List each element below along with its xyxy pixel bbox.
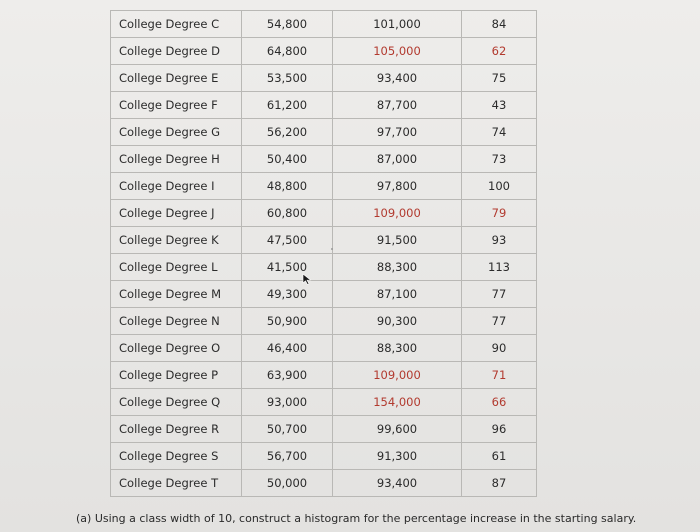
mid-career-salary-cell: 91,500 (333, 227, 462, 254)
degree-cell: College Degree T (111, 470, 242, 497)
starting-salary-cell: 50,400 (242, 146, 333, 173)
mid-career-salary-cell: 109,000 (333, 200, 462, 227)
table-row (111, 92, 537, 119)
mid-career-salary-cell: 91,300 (333, 443, 462, 470)
degree-cell: College Degree M (111, 281, 242, 308)
mid-career-salary-cell: 105,000 (333, 38, 462, 65)
salary-table (110, 10, 537, 497)
percent-increase-cell: 66 (462, 389, 537, 416)
percent-increase-cell: 74 (462, 119, 537, 146)
mid-career-salary-cell: 93,400 (333, 470, 462, 497)
table-row (111, 335, 537, 362)
table-row (111, 254, 537, 281)
percent-increase-cell: 90 (462, 335, 537, 362)
starting-salary-cell: 47,500 (242, 227, 333, 254)
table-row (111, 281, 537, 308)
table-row (111, 443, 537, 470)
degree-cell: College Degree Q (111, 389, 242, 416)
starting-salary-cell: 46,400 (242, 335, 333, 362)
starting-salary-cell: 49,300 (242, 281, 333, 308)
mid-career-salary-cell: 101,000 (333, 11, 462, 38)
salary-table-body (111, 11, 537, 497)
degree-cell: College Degree H (111, 146, 242, 173)
percent-increase-cell: 93 (462, 227, 537, 254)
percent-increase-cell: 61 (462, 443, 537, 470)
degree-cell: College Degree N (111, 308, 242, 335)
percent-increase-cell: 77 (462, 281, 537, 308)
mid-career-salary-cell: 109,000 (333, 362, 462, 389)
mid-career-salary-cell: 154,000 (333, 389, 462, 416)
percent-increase-cell: 77 (462, 308, 537, 335)
starting-salary-cell: 53,500 (242, 65, 333, 92)
table-row (111, 200, 537, 227)
percent-increase-cell: 43 (462, 92, 537, 119)
degree-cell: College Degree F (111, 92, 242, 119)
percent-increase-cell: 100 (462, 173, 537, 200)
starting-salary-cell: 64,800 (242, 38, 333, 65)
degree-cell: College Degree L (111, 254, 242, 281)
table-row (111, 308, 537, 335)
starting-salary-cell: 56,700 (242, 443, 333, 470)
table-row (111, 11, 537, 38)
starting-salary-cell: 50,000 (242, 470, 333, 497)
starting-salary-cell: 41,500 (242, 254, 333, 281)
percent-increase-cell: 62 (462, 38, 537, 65)
starting-salary-cell: 50,700 (242, 416, 333, 443)
starting-salary-cell: 56,200 (242, 119, 333, 146)
mid-career-salary-cell: 87,100 (333, 281, 462, 308)
table-row (111, 65, 537, 92)
starting-salary-cell: 60,800 (242, 200, 333, 227)
mid-career-salary-cell: 97,800 (333, 173, 462, 200)
starting-salary-cell: 61,200 (242, 92, 333, 119)
starting-salary-cell: 50,900 (242, 308, 333, 335)
question-text: (a) Using a class width of 10, construct a histogram for the percentage increase in the starting salary. (76, 512, 637, 525)
mid-career-salary-cell: 93,400 (333, 65, 462, 92)
degree-cell: College Degree O (111, 335, 242, 362)
percent-increase-cell: 73 (462, 146, 537, 173)
stray-mark (331, 248, 333, 250)
table-row (111, 38, 537, 65)
degree-cell: College Degree D (111, 38, 242, 65)
table-row (111, 389, 537, 416)
degree-cell: College Degree P (111, 362, 242, 389)
table-row (111, 416, 537, 443)
percent-increase-cell: 113 (462, 254, 537, 281)
degree-cell: College Degree R (111, 416, 242, 443)
percent-increase-cell: 96 (462, 416, 537, 443)
starting-salary-cell: 63,900 (242, 362, 333, 389)
mouse-pointer-icon (302, 273, 312, 285)
mid-career-salary-cell: 87,000 (333, 146, 462, 173)
salary-table-container (110, 10, 514, 497)
degree-cell: College Degree C (111, 11, 242, 38)
mid-career-salary-cell: 87,700 (333, 92, 462, 119)
mid-career-salary-cell: 97,700 (333, 119, 462, 146)
table-row (111, 173, 537, 200)
degree-cell: College Degree J (111, 200, 242, 227)
degree-cell: College Degree E (111, 65, 242, 92)
table-row (111, 227, 537, 254)
percent-increase-cell: 87 (462, 470, 537, 497)
table-row (111, 470, 537, 497)
degree-cell: College Degree G (111, 119, 242, 146)
percent-increase-cell: 84 (462, 11, 537, 38)
mid-career-salary-cell: 99,600 (333, 416, 462, 443)
percent-increase-cell: 71 (462, 362, 537, 389)
starting-salary-cell: 54,800 (242, 11, 333, 38)
degree-cell: College Degree I (111, 173, 242, 200)
starting-salary-cell: 48,800 (242, 173, 333, 200)
percent-increase-cell: 75 (462, 65, 537, 92)
table-row (111, 146, 537, 173)
table-row (111, 362, 537, 389)
percent-increase-cell: 79 (462, 200, 537, 227)
starting-salary-cell: 93,000 (242, 389, 333, 416)
degree-cell: College Degree K (111, 227, 242, 254)
mid-career-salary-cell: 90,300 (333, 308, 462, 335)
degree-cell: College Degree S (111, 443, 242, 470)
mid-career-salary-cell: 88,300 (333, 335, 462, 362)
mid-career-salary-cell: 88,300 (333, 254, 462, 281)
table-row (111, 119, 537, 146)
